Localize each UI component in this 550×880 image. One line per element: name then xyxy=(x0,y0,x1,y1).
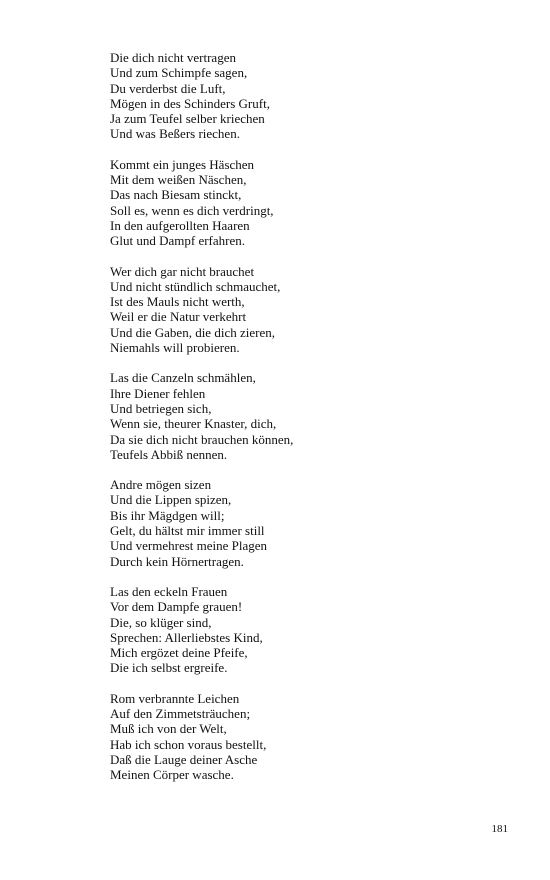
poem-line: In den aufgerollten Haaren xyxy=(110,217,250,233)
poem-line: Ja zum Teufel selber kriechen xyxy=(110,111,265,127)
poem-line: Ihre Diener fehlen xyxy=(110,385,206,401)
poem-text xyxy=(110,50,530,797)
poem-line: Und nicht stündlich schmauchet, xyxy=(110,278,281,294)
poem-line: Andre mögen sizen xyxy=(110,477,212,493)
poem-line: Teufels Abbiß nennen. xyxy=(110,446,228,462)
poem-line: Las die Canzeln schmählen, xyxy=(110,370,256,386)
poem-line: Du verderbst die Luft, xyxy=(110,80,226,96)
poem-line: Die dich nicht vertragen xyxy=(110,50,236,65)
poem-line: Und betriegen sich, xyxy=(110,400,212,416)
poem-line: Auf den Zimmetsträuchen; xyxy=(110,705,251,721)
poem-line: Und die Lippen spizen, xyxy=(110,492,232,508)
stanza-6 xyxy=(110,584,530,676)
poem-line: Las den eckeln Frauen xyxy=(110,583,228,599)
poem-line: Die, so klüger sind, xyxy=(110,614,212,630)
poem-line: Mögen in des Schinders Gruft, xyxy=(110,95,270,111)
poem-line: Weil er die Natur verkehrt xyxy=(110,309,247,325)
poem-line: Wer dich gar nicht brauchet xyxy=(110,263,255,279)
poem-line: Ist des Mauls nicht werth, xyxy=(110,294,245,310)
poem-line: Gelt, du hältst mir immer still xyxy=(110,523,265,539)
stanza-2 xyxy=(110,157,530,249)
poem-line: Rom verbrannte Leichen xyxy=(110,690,240,706)
poem-line: Hab ich schon voraus bestellt, xyxy=(110,736,267,752)
poem-line: Und vermehrest meine Plagen xyxy=(110,538,268,554)
poem-line: Daß die Lauge deiner Asche xyxy=(110,751,258,767)
poem-line: Bis ihr Mägdgen will; xyxy=(110,507,225,523)
poem-line: Mich ergözet deine Pfeife, xyxy=(110,645,248,661)
poem-line: Muß ich von der Welt, xyxy=(110,721,227,737)
poem-line: Da sie dich nicht brauchen können, xyxy=(110,431,294,447)
poem-line: Niemahls will probieren. xyxy=(110,340,240,356)
page-number: 181 xyxy=(491,823,508,835)
stanza-7 xyxy=(110,691,530,783)
poem-line: Mit dem weißen Näschen, xyxy=(110,172,247,188)
poem-line: Vor dem Dampfe grauen! xyxy=(110,599,243,615)
poem-line: Die ich selbst ergreife. xyxy=(110,660,228,676)
poem-line: Das nach Biesam stinckt, xyxy=(110,187,242,203)
poem-line: Sprechen: Allerliebstes Kind, xyxy=(110,629,263,645)
poem-line: Durch kein Hörnertragen. xyxy=(110,553,244,569)
stanza-5 xyxy=(110,477,530,569)
stanza-1 xyxy=(110,50,530,142)
poem-line: Und die Gaben, die dich zieren, xyxy=(110,324,275,340)
poem-line: Kommt ein junges Häschen xyxy=(110,156,255,172)
poem-line: Soll es, wenn es dich verdringt, xyxy=(110,202,274,218)
poem-line: Meinen Cörper wasche. xyxy=(110,767,234,783)
poem-line: Und zum Schimpfe sagen, xyxy=(110,65,248,81)
poem-line: Und was Beßers riechen. xyxy=(110,126,240,142)
stanza-4 xyxy=(110,370,530,462)
poem-line: Wenn sie, theurer Knaster, dich, xyxy=(110,416,277,432)
stanza-3 xyxy=(110,264,530,356)
poem-line: Glut und Dampf erfahren. xyxy=(110,233,246,249)
